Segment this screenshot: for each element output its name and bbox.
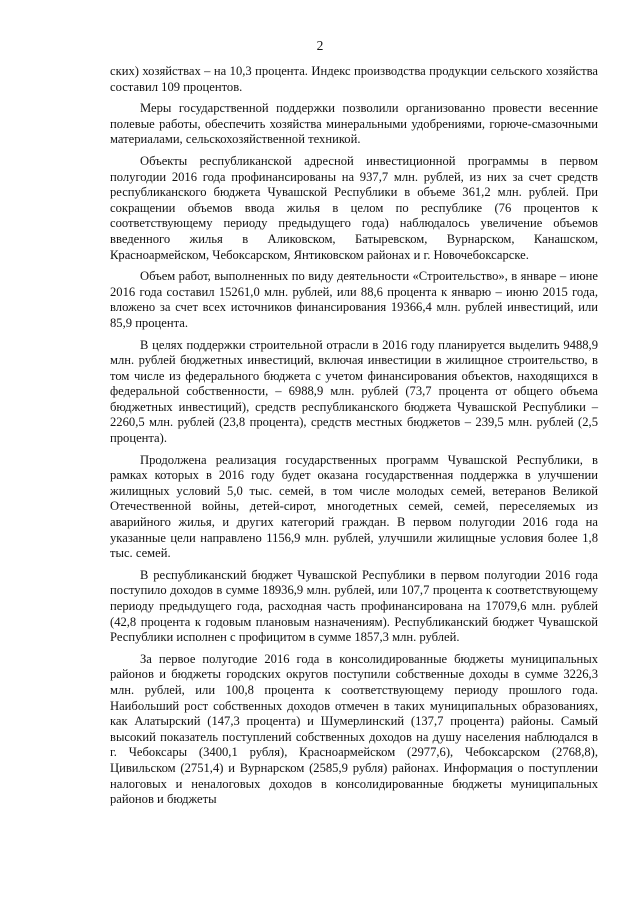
paragraph-budget-investments: В целях поддержки строительной отрасли в 2016 году планируется выделить 9488,9 млн. рублей бюджетных инвестиций, включая инвестиции в жилищное строительство, в том числе из федерального бюджета с учетом финансирования объектов, находящихся в федеральной собственности, – 6988,9 млн. рублей (73,7 процента от общего объема бюджетных инвестиций), средств республиканского бюджета Чувашской Республики – 2260,5 млн. рублей (23,8 процента), средств местных бюджетов – 239,5 млн. рублей (2,5 процента). bbox=[110, 337, 598, 446]
paragraph-state-support: Меры государственной поддержки позволили организованно провести весенние полевые работы, обеспечить хозяйства минеральными удобрениями, горюче-смазочными материалами, сельскохозяйственной техникой. bbox=[110, 101, 598, 147]
paragraph-republican-budget: В республиканский бюджет Чувашской Республики в первом полугодии 2016 года поступило доходов в сумме 18936,9 млн. рублей, или 107,7 процента к соответствующему периоду предыдущего года, расходная часть профинансирована на 17079,6 млн. рублей (42,8 процента к годовым плановым назначениям). Республиканский бюджет Чувашской Республики исполнен с профицитом в сумме 1857,3 млн. рублей. bbox=[110, 567, 598, 645]
paragraph-agriculture-continued: ских) хозяйствах – на 10,3 процента. Индекс производства продукции сельского хозяйства составил 109 процентов. bbox=[110, 64, 598, 94]
paragraph-investment-program: Объекты республиканской адресной инвестиционной программы в первом полугодии 2016 года профинансированы на 937,7 млн. рублей, из них за счет средств республиканского бюджета Чувашской Республики в объеме 361,2 млн. рублей. При сокращении объемов ввода жилья в целом по республике (76 процентов к соответствующему периоду предыдущего года) наблюдалось увеличение объемов введенного жилья в Аликовском, Батыревском, Вурнарском, Канашском, Красноармейском, Чебоксарском, Янтиковском районах и г. Новочебоксарске. bbox=[110, 153, 598, 262]
paragraph-housing-programs: Продолжена реализация государственных программ Чувашской Республики, в рамках которых в 2016 году будет оказана государственная поддержка в улучшении жилищных условий 5,0 тыс. семей, в том числе молодых семей, ветеранов Великой Отечественной войны, детей-сирот, многодетных семей, семей, переселяемых из аварийного жилья, и других категорий граждан. В первом полугодии 2016 года на указанные цели направлено 1156,9 млн. рублей, улучшили жилищные условия более 1,8 тыс. семей. bbox=[110, 452, 598, 561]
page-number: 2 bbox=[316, 38, 324, 53]
document-body bbox=[110, 64, 598, 814]
paragraph-construction-volume: Объем работ, выполненных по виду деятельности «Строительство», в январе – июне 2016 года составил 15261,0 млн. рублей, или 88,6 процента к январю – июню 2015 года, вложено за счет всех источников финансирования 19366,4 млн. рублей инвестиций, или 85,9 процента. bbox=[110, 269, 598, 330]
paragraph-municipal-budgets: За первое полугодие 2016 года в консолидированные бюджеты муниципальных районов и бюджеты городских округов поступили собственные доходы в сумме 3226,3 млн. рублей, или 100,8 процента к соответствующему периоду прошлого года. Наибольший рост собственных доходов отмечен в таких муниципальных образованиях, как Алатырский (147,3 процента) и Шумерлинский (137,7 процента) районы. Самый высокий показатель поступлений собственных доходов на душу населения наблюдался в г. Чебоксары (3400,1 рубля), Красноармейском (2977,6), Чебоксарском (2768,8), Цивильском (2751,4) и Вурнарском (2585,9 рубля) районах. Информация о поступлении налоговых и неналоговых доходов в консолидированные бюджеты муниципальных районов и бюджеты bbox=[110, 651, 598, 807]
